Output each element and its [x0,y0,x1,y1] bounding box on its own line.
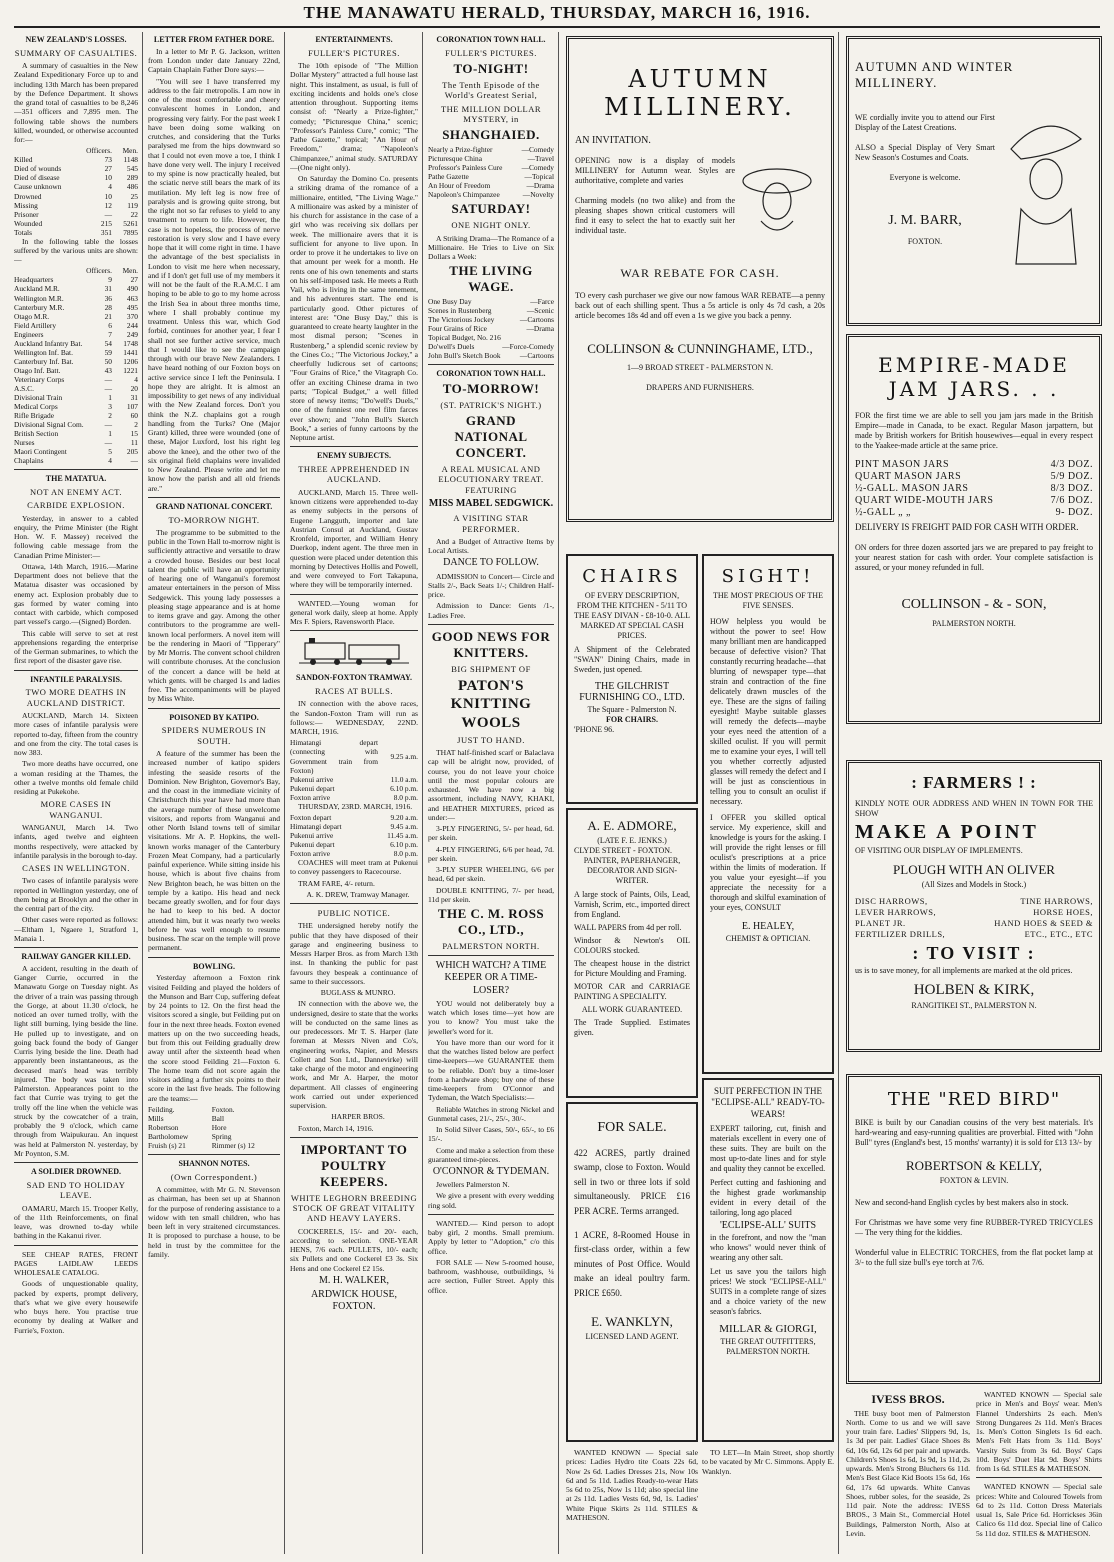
table-row: Missing 12 119 [14,200,138,210]
ad-text: The cheapest house in the district for Picture Moulding and Framing. [574,959,690,978]
ad-for-sale [566,1102,698,1442]
casualty-table: Officers. Men. Killed 73 1148 Died of wounds 27 545 Died of disease 10 289 Cause unknown 4 486 Drowned 10 25 Missing 12 119 Prisoner — 22 Wounded 215 5261 Totals 351 7895 [14,146,138,237]
table-row: Scenes in Rustenberg —Scenic [428,306,554,316]
article-text: THE undersigned hereby notify the public that they have disposed of their garage and engineering business to Messrs Harper Bros. as from March 13th inst. In thanking the public for past favours they bespeak a continuance of same to their successors. [290,921,418,986]
table-row: Foxton depart 9.20 a.m. [290,812,418,822]
article-text: Jewellers Palmerston N. [436,1180,510,1190]
table-row: Bartholomew Spring [148,1131,232,1141]
article-text: ADMISSION to Concert— Circle and Stalls 2/-, Back Seats 1/-; Children Half-price. [428,571,554,600]
article-text: WANGANUI, March 14. Two infants, aged twelve and eighteen months respectively, were attacked by infantile paralysis in the borough to-day. [14,823,138,860]
ad-subtitle: (LATE F. E. JENKS.) [597,836,667,845]
ad-text: (All Sizes and Models in Stock.) [921,880,1027,889]
table-row: Feilding. Foxton. [148,1104,235,1114]
signature: M. H. WALKER, [318,1274,390,1286]
article-text: "You will see I have transferred my address to the fair metropolis. I am now in one of the most comfortable and cheery convalescent homes in London, and progressing very fairly. For the past week I have been doing some walking on crutches, and considering that the Turks paralysed me from the hips downward so that I could not even move a toe, I think I have done very well. The injury I received to my spine is now practically healed, but the sciatic nerve still bears the mark of its mutilation. My left leg is now free of paralysis and is growing quite strong, but the right not so far refuses to yield to any treatment to return to life. However, the case is not hopeless, the process of nerve restoration is very slow and I have every hope that it will come right in time. I have the advantage of the best specialists in London to visit me here when necessary, and if I don't get full use of my members it will not be the fault of the R.A.M.C. I am hoping to be able to go to my home across the Irish Sea in about three months time, where I shall probably continue my treatment. Unless this war, which God forbid, continues for another year, I fear I shall not see further active service, much that I would like to see the campaign through with our brave New Zealanders. I have heard nothing of our Foxton boys on active service since I left the Peninsula. I hope they are alright. It is almost an impossibility to get news of any individual with the New Zealand forces. Don't you think the N.Z. chaplains got a rough handling from the Turks? One (Major Grant) killed, three were wounded (one of these, Major Luxford, lost his right leg above the knee), and the other two of the six original field chaplains were invalided to New Zealand. Please write and let me know how the parish and all old friends are." [148,76,280,493]
subhead: A REAL MUSICAL AND ELOCUTIONARY TREAT. FEATURING [438,463,544,495]
list-item: 3-PLY SUPER WHEELING, 6/6 per head, 6d per skein. [428,865,554,884]
article-text: SEE CHEAP RATES, FRONT PAGES LAIDLAW LEEDS WHOLESALE CATALOG. [14,1249,138,1278]
article-text: IN connection with the above races, the Sandon-Foxton Tram will run as follows:— WEDNESDAY, 22ND. MARCH, 1916. [290,699,418,737]
ad-text: OPENING now is a display of models MILLINERY for Autumn wear. Styles are authoritative, complete and varies [575,156,735,185]
article-text: THAT half-finished scarf or Balaclava cap will be alright now, provided, of course, you do not leave your choice until the most popular colours are exhausted. We have now a big assortment, including NAVY, KHAKI, and HEATHER MIXTURES, priced as under:— [428,748,554,822]
table-row: Himatangi depart (connecting with Government train from Foxton) 9.25 a.m. [290,738,418,775]
ad-text: WALL PAPERS from 4d per roll. [574,923,682,932]
table-row: One Busy Day —Farce [428,297,554,307]
classified-ad: WANTED KNOWN — Special sale prices: Ladies Hydro tite Coats 22s 6d, Now 2s 6d. Ladies Dresses 21s, Now 10s 6d and 5s 11d. Ladies Ready-to-wear Hats 5s 6d to 25s, Now 1s 11d; also special line at 2s 11d. Ladies Vests 6d, 9d, 1s. Ladies' White Pique Skirts 2s 11d. STILES & MATHESON. [566,1448,698,1522]
dance-banner: DANCE TO FOLLOW. [443,557,539,569]
article-text: In the following table the losses suffered by the various units are shown:— [14,236,138,265]
article-text: We give a present with every wedding ring sold. [428,1191,554,1210]
table-row-totals: Totals 351 7895 [14,227,138,237]
table-row: Otago Inf. Batt. 43 1221 [14,365,138,375]
list-item: PINT MASON JARS 4/3 DOZ. [855,459,1093,470]
subhead: (Own Correspondent.) [170,1171,258,1182]
ad-chairs [566,554,698,804]
firm-name: ROBERTSON & KELLY, [906,1158,1042,1173]
program-2 [428,297,554,360]
table-row: Himatangi depart 9.45 a.m. [290,821,418,831]
article-text: Reliable Watches in strong Nickel and Gunmetal cases, 21/-, 25/-, 30/-. [428,1104,554,1123]
article-text: Admission to Dance: Gents /1-, Ladies Free. [428,601,554,620]
list-item: DISC HARROWS, TINE HARROWS, [855,896,1093,906]
subhead: MORE CASES IN WANGANUI. [40,799,112,820]
subhead: TWO MORE DEATHS IN AUCKLAND DISTRICT. [25,687,127,708]
list-item: LEVER HARROWS, HORSE HOES, [855,907,1093,917]
ad-text: Perfect cutting and fashioning and the highest grade workmanship evident in every detail of the tailoring, long ago placed [710,1177,826,1217]
table-row: The Victorious Jockey —Cartoons [428,315,554,325]
ad-text: in the forefront, and now the "man who knows" would never think of wearing any other salt. [710,1232,826,1262]
article-text: COCKERELS, 15/- and 20/- each, according to selection. ONE-YEAR HENS, 7/6 each. PULLETS, 10/- each; six Pullets and one Cockerel £3 3s. Six Hens and one Cockerel £2 15s. [290,1226,418,1273]
ad-subtitle: WAR REBATE FOR CASH. [620,266,780,280]
article-text: A Striking Drama—The Romance of a Millionaire. He Tries to Live on Six Dollars a Week: [428,233,554,262]
concert-banner: GRAND NATIONAL CONCERT. [454,413,528,461]
subhead: BIG SHIPMENT OF [451,663,531,674]
ad-text: Let us save you the tailors high prices! We stock "ECLIPSE-ALL" SUITS in a complete range of sizes and a choice variety of the new season's fabrics. [710,1266,826,1316]
firm-address: CLYDE STREET - FOXTON. [574,846,673,855]
firm-trade: PAINTER, PAPERHANGER, DECORATOR AND SIGN-WRITER. [583,856,681,885]
subhead: A VISITING STAR PERFORMER. [453,513,529,534]
article-text: And a Budget of Attractive Items by Local Artists. [428,536,554,556]
classified-ad: TO LET—In Main Street, shop shortly to be vacated by Mr C. Simmons. Apply E. Wanklyn. [702,1448,834,1476]
ad-text: New and second-hand English cycles by best makers also in stock. [855,1198,1069,1207]
signature: HARPER BROS. [331,1112,385,1122]
subhead: PUBLIC NOTICE. [317,908,391,919]
list-item: QUART WIDE-MOUTH JARS 7/6 DOZ. [855,495,1093,506]
headline-paralysis: INFANTILE PARALYSIS. [30,674,122,684]
headline-shannon: SHANNON NOTES. [178,1158,250,1168]
ad-text: Windsor & Newton's OIL COLOURS stocked. [574,936,690,955]
ad-text: KINDLY NOTE OUR ADDRESS AND WHEN IN TOWN FOR THE SHOW [855,799,1093,818]
ad-text: ALSO a Special Display of Very Smart New Season's Costumes and Coats. [855,143,995,162]
article-text: A summary of casualties in the New Zealand Expeditionary Force up to and including 13th March has been prepared by the Defence Department. It shows the grand total of casualties to be 8,246—351 officers and 7,895 men. The following table shows the numbers killed, wounded, or otherwise accounted for:— [14,61,138,145]
article-text: IN connection with the above we, the undersigned, desire to state that the works will be conducted on the same lines as our predecessors. Mr T. S. Harper (late foreman at Messrs Niven and Co's, engineering works, Napier, and Messrs Collett and Son Ltd., Dannevirke) will take charge of the motor and engineering work, and Mr A. Harper, the motor department. All classes of engineering work carried out under experienced supervision. [290,999,418,1111]
table-row: Pathe Gazette —Topical [428,172,554,182]
subhead: (ST. PATRICK'S NIGHT.) [440,399,542,410]
signature: BUGLASS & MUNRO. [320,988,396,998]
bowling-teams [148,1105,280,1150]
table-row: Picturesque China —Travel [428,154,554,164]
list-item: ½-GALL „ „ 9- DOZ. [855,507,1093,518]
column-rule [838,32,839,1554]
subhead: SPIDERS NUMEROUS IN SOUTH. [161,725,267,746]
list-item: PLANET JR. HAND HOES & SEED & [855,918,1093,928]
tram-timetable-1 [290,738,418,801]
list-item: 3-PLY FINGERING, 5/- per head, 6d. per skein. [428,824,554,843]
subhead: RACES AT BULLS. [315,686,393,697]
table-row: Foxton arrive 8.0 p.m. [290,792,418,802]
table-row: Robertson Hore [148,1122,227,1132]
article-text: Foxton, March 14, 1916. [298,1123,374,1133]
patons-banner: PATON'S KNITTING WOOLS [450,677,532,731]
oconnor-firm: O'CONNOR & TYDEMAN. [432,1166,550,1178]
signature: A. K. DREW, Tramway Manager. [306,889,410,899]
table-row: Canterbury M.R. 28 495 [14,302,138,312]
units-table: Officers. Men. Headquarters 9 27 Auckland M.R. 31 490 Wellington M.R. 36 463 Canterbury M.R. 28 495 Otago M.R. 21 370 Field Artillery 6 244 Engineers 7 249 Auckland Infantry Bat. 54 1748 Wellington Inf. Bat. 59 1441 Canterbury Inf. Bat. 50 1206 Otago Inf. Batt. 43 1221 Veterinary Corps — 4 A.S.C. — 20 Divisional Train 1 31 Medical Corps 3 107 Rifle Brigade 2 60 Divisional Signal Com. — 2 British Section 1 15 Nurses — 11 Maori Contingent 5 205 Chaplains 4 — [14,266,138,466]
ad-text: TO every cash purchaser we give our now famous WAR REBATE—a penny back out of each shilling spent. Thus a 5s article is only 4s 7d cash, a 20s article becomes 18s 4d and off even a 1s we give you back a penny. [575,291,825,320]
article-text: THURSDAY, 23RD. MARCH, 1916. [298,801,413,811]
tram-timetable-2 [290,813,418,858]
ad-jam-jars [846,334,1102,724]
ad-title: AUTUMN MILLINERY. [604,65,796,121]
ad-text: ALL WORK GUARANTEED. [581,1005,683,1014]
poultry-headline: IMPORTANT TO POULTRY KEEPERS. [300,1141,408,1189]
classified-ad: WANTED.— Kind person to adopt baby girl, 2 months. Small premium. Apply by letter to "Adoption," c/o this office. [428,1218,554,1256]
lady-portrait-icon [1001,109,1091,269]
subhead: FULLER'S PICTURES. [308,47,400,58]
ad-title: EMPIRE-MADE JAM JARS. . . [878,353,1070,401]
subhead: CARBIDE EXPLOSION. [27,500,125,511]
table-row: Drowned 10 25 [14,191,138,201]
list-item: QUART MASON JARS 5/9 DOZ. [855,471,1093,482]
article-text: COACHES will meet tram at Pukenui to convey passengers to Racecourse. [290,858,418,877]
headline-coronation-2: CORONATION TOWN HALL. [436,369,546,379]
ad-text: 422 ACRES, partly drained swamp, close to Foxton. Would sell in two or three lots if sold simultaneously. PRICE £16 PER ACRE. Terms arranged. [574,1148,690,1216]
firm-trade: DRAPERS AND FURNISHERS. [646,383,754,392]
article-text: Two cases of infantile paralysis were reported in Wellington yesterday, one of them being at Brooklyn and the other in the central part of the city. [14,876,138,914]
ad-text: The Trade Supplied. Estimates given. [574,1018,690,1037]
ad-text: A large stock of Paints, Oils, Lead, Varnish, Scrim, etc., imported direct from England. [574,890,690,919]
living-wage-banner: THE LIVING WAGE. [449,263,533,295]
table-row: Died of wounds 27 545 [14,164,138,174]
table-row: Cause unknown 4 486 [14,182,138,192]
ad-admore [566,808,698,1098]
shanghaied-banner: SHANGHAIED. [442,127,540,143]
ad-sight [702,554,834,1074]
classified-to-let [702,1448,834,1556]
subhead: JUST TO HAND. [457,734,525,745]
table-row: Nearly a Prize-fighter —Comedy [428,145,554,155]
table-row: An Hour of Freedom —Drama [428,181,554,191]
article-text: In a letter to Mr P. G. Jackson, written from London under date January 22nd, Captain Chaplain Father Dore says:— [148,46,280,75]
headline-katipo: POISONED BY KATIPO. [169,712,259,722]
article-text: TRAM FARE, 4/- return. [298,878,375,888]
article-text: Other cases were reported as follows:—Eltham 1, Ngaere 1, Stratford 1, Manaia 1. [14,915,138,943]
table-row: A.S.C. — 20 [14,383,138,393]
subhead: THREE APPREHENDED IN AUCKLAND. [298,464,410,485]
subhead: FULLER'S PICTURES. [445,47,537,58]
table-row: Veterinary Corps — 4 [14,374,138,384]
table-row: Auckland M.R. 31 490 [14,284,138,294]
subhead: SAD END TO HOLIDAY LEAVE. [26,1179,126,1201]
headline-matatua: THE MATATUA. [45,474,107,484]
ad-title: CHAIRS [582,566,682,587]
ad-text: BIKE is built by our Canadian cousins of the very best materials. It's hard-wearing and easy-running qualities are proverbial. Fitted with "John Bull" tyres (England's best, 15 months' warranty) it is sold for £13 13/- by [855,1118,1093,1147]
classified-ad: WANTED KNOWN — Special sale price in Men's and Boys' wear. Men's Flannel Undershirts 2s each. Men's Strong Dungarees 2s 11d. Men's Braces 1s. Men's Cotton Singlets 1s 6d each. Men's Felt Hats from 3s 11d. Boys' Varsity Suits from 3s 6d. Boys' Caps 10d. Boys' Duet Hat 9d. Boys' Shirts from 1s 6d. STILES & MATHESON. [976,1390,1102,1473]
headline-father-dore: LETTER FROM FATHER DORE. [153,35,275,44]
headline-enemy-subjects: ENEMY SUBJECTS. [317,451,391,461]
firm-name: J. M. BARR, [888,213,962,228]
subhead: SUMMARY OF CASUALTIES. [14,47,138,58]
ad-autumn-millinery [566,36,834,522]
table-row: Do'well's Duels —Force-Comedy [428,342,554,352]
table-row: Prisoner — 22 [14,209,138,219]
ad-text: EXPERT tailoring, cut, finish and materials excellent in every one of these suits. They are built on the most up-to-date lines and for style and quality they cannot be excelled. [710,1123,826,1173]
price-list [855,459,1093,518]
article-text: Yesterday afternoon a Foxton rink visited Feilding and played the holders of the Munson and Barr Cup, suffering defeat by 24 points to 12. On the first head the visitors scored a single, but Feilding put on four in the next three heads. Foxton evened matters up on the two succeeding heads, but from this out Feilding gradually drew away until after the sixteenth head when the score stood Feilding 21—Foxton 6. The home team did not score again the visitors adding a further six points to their score in the last five heads. The following are the teams:— [148,973,280,1103]
firm-name: MILLAR & GIORGI, [719,1322,817,1335]
classified-wanted-1 [566,1448,698,1556]
ad-text: Wonderful value in ELECTRIC TORCHES, from the flat pocket lamp at 3/- to the full size bull's eye torch at 7/6. [855,1248,1093,1267]
article-text: Two more deaths have occurred, one a woman residing at the Thames, the other a twelve months old female child residing at Pukekohe. [14,759,138,797]
article-text: A accident, resulting in the death of Ganger Currie, occurred in the Manawatu Gorge on Tuesday night. As the driver of a train was passing through the Gorge, at about 11.30 o'clock, he noticed an over turned trolly, with the light still burning, lying beside the line. He pulled up to investigate, and on going back found the body of Ganger Curris lying beside the line. Death had apparently been instantaneous, as the deceased man's head was terribly injured. The body was taken into Palmerston. Appearances point to the fact that Currie was trying to get the trolly off the line when the vehicle was struck by the cowcatcher of a train, probably the 9 o'clock, which came through from Waipukurau. An inquest was held at Palmerston N. yesterday, by Mr Poynton, S.M. [14,963,138,1158]
table-row: Killed 73 1148 [14,155,138,165]
ad-title: SIGHT! [721,566,815,587]
ad-text: Everyone is welcome. [889,173,961,182]
table-row: Pukenui arrive 11.0 a.m. [290,774,418,784]
firm-trade: CHEMIST & OPTICIAN. [725,934,811,943]
ad-text: FOR CHAIRS. [605,715,658,724]
ad-red-bird [846,1074,1102,1384]
table-row: Headquarters 9 27 [14,275,138,285]
headline-soldier: A SOLDIER DROWNED. [30,1167,121,1177]
article-text: On Saturday the Domino Co. presents a striking drama of the romance of a millionaire, entitled, "The Living Wage." A millionaire was asked by a minister of his church for assistance in the case of a girl who was receiving six dollars per week. The millionaire avers that it is sufficient for anyone to live upon. In order to prove it he undertakes to live on that amount per week for a month. He rents one of his own tenements and starts on his self-imposed task. He meets a Ruth Vail, who is living in the same tenement, and his adventures start. The end is particularly good. Other pictures of interest are: "One Busy Day," this is guaranteed to create hearty laughter in the most dismal person; "Scenes in Rustenberg," a splendid scenic review by the Cines Co.; "The Victorious Jockey," a cheerfully ludicrous set of cartoons; "Four Grains of Rice," the Vitagraph Co. offer an exciting Chinese drama in two parts; "Topical Budget," a well filled store of newsy items; "Do'well's Duels," one of the funniest one reel film farces ever shown; and "John Bull's Sketch Book," a series of funny cartoons by the Neptune artist. [290,174,418,443]
ad-title: AUTUMN AND WINTER MILLINERY. [855,59,1014,90]
table-row: Four Grains of Rice —Drama [428,324,554,334]
watch-headline: WHICH WATCH? A TIME KEEPER OR A TIME-LOSER? [435,960,547,996]
list-item: DOUBLE KNITTING, 7/- per head, 11d per skein. [428,885,554,904]
table-row: Professor's Painless Cure —Comedy [428,163,554,173]
article-text: In Solid Silver Cases, 50/-, 65/-, to £6 15/-. [428,1125,554,1144]
headline-ganger: RAILWAY GANGER KILLED. [21,952,131,962]
column-news-3 [290,32,418,1554]
ross-firm: THE C. M. ROSS CO., LTD., [437,906,545,938]
list-item: ½-GALL. MASON JARS 8/3 DOZ. [855,483,1093,494]
article-text: The 10th episode of "The Million Dollar Mystery" attracted a full house last night. This instalment, as usual, is full of exciting incidents and holds one's close attention throughout. Supporting items consist of: "Nearly a Prize-fighter," comedy; "Picturesque China," scenic; "Professor's Painless Cure," comic; "The Pathe Gazette," topical; "An Hour of Freedom," drama; "Napoleon's Chimpanzee," animal study. SATURDAY—(One night only). [290,61,418,172]
firm-address: PALMERSTON NORTH. [932,619,1016,629]
ad-title: THE "RED BIRD" [887,1089,1061,1110]
ad-text: THE busy boot men of Palmerston North. Come to us and we will save your train fare. Ladies' Slippers 9d, 1s, 1s 3d per pair. Ladies' Glace Shoes 8s 6d, 10s 6d, 12s 6d per pair and upwards. Children's Shoes 1s 6d, 1s 9d, 1s 11d, 2s upwards. Men's Strong Bluchers 6s 11d. Men's Best Glace Kid Boots 15s 6d, 16s 6d, 17s 6d upwards. White Canvas Shoes, rubber soles, for the seaside, 2s 11d pair. Note the address: IVESS BROS., 3 Main St., Commercial Hotel Buildings, Palmerston North, Also at Levin. [846,1408,970,1538]
ad-subtitle: AN INVITATION. [575,135,651,146]
article-text: AUCKLAND, March 15. Three well-known citizens were apprehended to-day as enemy subjects in the persons of Eugene Langguth, importer and late Austrian Consul at Auckland, Gustav Kronfeld, importer, and William Henry Duerkop, indent agent. The three men in question were placed under detention this morning by Detectives Hollis and Powell, and were conveyed to Fort Takapuna, where they will be temporarily interned. [290,487,418,590]
table-row: Chaplains 4 — [14,456,138,466]
table-row: British Section 1 15 [14,428,138,438]
ad-text: MOTOR CAR and CARRIAGE PAINTING A SPECIALITY. [574,982,690,1001]
list-item: 4-PLY FINGERING, 6/6 per head, 7d. per skein. [428,844,554,863]
table-row: Wounded 215 5261 [14,218,138,228]
article-text: The programme to be submitted to the public in the Town Hall to-morrow night is sufficiently attractive and versatile to draw a crowded house. Besides our best local talent the public will have an opportunity of hearing one of Wanganui's foremost amateur entertainers in the person of Miss Sedgewick. This young lady possesses a pleasing stage appearance and is at home to items grave and gay. Among the other contributors to the programme are well-known local performers. A novel item will be the rendering in Maori of "Tipperary" by Mr Morris. The convent school children will contribute choruses. At the conclusion of the concert a dance will be held at which gents. will be charged 1s and ladies free. The accompaniments will be played by Miss White. [148,527,280,704]
column-rule [422,32,423,1554]
table-row: Medical Corps 3 107 [14,401,138,411]
ad-text: ON orders for three dozen assorted jars we are prepared to pay freight to your nearest station for cash with order. Your complete satisfaction is assured, or your money refunded in full. [855,543,1093,573]
classified-ad: WANTED KNOWN — Special sale prices: White and Coloured Towels from 6d to 2s 11d. Cotton Dress Materials usual 1s, Sale Price 6d. Horrickses 36in Calico 6s 11d doz. Special line of Calico 5s 11d doz. STILES & MATHESON. [976,1482,1102,1538]
table-row: Auckland Infantry Bat. 54 1748 [14,338,138,348]
table-row: Maori Contingent 5 205 [14,447,138,457]
table-row: John Bull's Sketch Book —Cartoons [428,351,554,361]
article-text: YOU would not deliberately buy a watch which loses time—yet how are you to know? You must take the jeweller's word for it. [428,998,554,1036]
firm-address: 1—9 BROAD STREET - PALMERSTON N. [626,363,774,372]
headline-coronation: CORONATION TOWN HALL. [436,35,546,44]
firm-name: A. E. ADMORE, [587,818,677,833]
signature: ARDWICK HOUSE, FOXTON. [310,1289,398,1313]
ad-text: 1 ACRE, 8-Roomed House in first-class order, within a few minutes of Post Office. Would make an ideal poultry farm. PRICE £650. [574,1229,690,1298]
column-news-2 [148,32,280,1554]
ad-subtitle: 'ECLIPSE-ALL' SUITS [719,1219,817,1231]
table-row: Died of disease 10 289 [14,173,138,183]
table-row: Canterbury Inf. Bat. 50 1206 [14,356,138,366]
table-row: Pukenui depart 6.10 p.m. [290,783,418,793]
classified-ad: FOR SALE — New 5-roomed house, bathroom, washhouse, outbuildings, ¼ acre section, Fuller Street. Apply this office. [428,1257,554,1295]
ad-text: Charming models (no two alike) and from the pleasing shapes shown critical customers will find it easy to select the hat to exactly suit her individual taste. [575,196,735,235]
column-rule [558,32,559,1554]
headline-concert: GRAND NATIONAL CONCERT. [155,501,273,511]
ad-title: : FARMERS ! : [911,773,1037,792]
table-row: Field Artillery 6 244 [14,320,138,330]
firm-name: COLLINSON & CUNNINGHAME, LTD., [587,341,813,356]
classified-ad: WANTED.—Young woman for general work daily, sleep at home. Apply Mrs F. Spiers, Ravensworth Place. [290,598,418,627]
firm-address: PALMERSTON NORTH. [726,1346,810,1356]
ad-text: OF EVERY DESCRIPTION, FROM THE KITCHEN - 5/11 TO THE EASY DIVAN - £8-10-0. ALL MARKED AT SPECIAL CASH PRICES. [574,591,690,640]
firm-address: RANGITIKEI ST., PALMERSTON N. [911,1001,1037,1010]
classified-wanted-2 [976,1390,1102,1556]
firm-name: COLLINSON - & - SON, [901,597,1047,613]
table-row: Divisional Train 1 31 [14,392,138,402]
subhead: The Tenth Episode of the World's Greatest Serial, [442,79,540,101]
saturday-banner: SATURDAY! [451,201,531,217]
table-row: Otago M.R. 21 370 [14,311,138,321]
headline-nz-losses: NEW ZEALAND'S LOSSES. [25,35,127,44]
ad-subtitle: THE MOST PRECIOUS OF THE FIVE SENSES. [713,591,823,610]
firm-address: The Square - Palmerston N. [587,705,677,714]
column-rule [284,32,285,1554]
article-text: Goods of unquestionable quality, packed by experts, prompt delivery, that's what we give every housewife who buys here. You practise true economy by dealing at Walker and Furrie's, Foxton. [14,1279,138,1335]
table-row: Mills Ball [148,1113,225,1123]
ad-autumn-winter-millinery [846,36,1102,326]
table-row: Fruish (s) 21 Rimmer (s) 12 [148,1140,255,1150]
tomorrow-banner: TO-MORROW! [442,381,540,397]
firm-name: THE GILCHRIST FURNISHING CO., LTD. [579,681,685,703]
table-row: Nurses — 11 [14,438,138,448]
headline-entertainments: ENTERTAINMENTS. [315,35,393,44]
article-text: Come and make a selection from these guaranteed time-pieces. [428,1145,554,1164]
firm-name: E. WANKLYN, [591,1313,673,1329]
implements-list [855,896,1093,939]
article-text: A committee, with Mr G. N. Stevenson as chairman, has been set up at Shannon for the purpose of rendering assistance to a widow with ten small children, who has been left in very straitened circumstances. It is proposed to purchase a house, to be held in trust by the committee for the family. [148,1185,280,1259]
firm-trade: LICENSED LAND AGENT. [585,1331,679,1341]
performer-name: MISS MABEL SEDGWICK. [428,497,554,509]
subhead: PALMERSTON NORTH. [442,940,540,951]
article-text: This cable will serve to set at rest apprehensions regarding the enterprise of the German submarines, to which the first report of the disaster gave rise. [14,628,138,666]
table-row: Wellington M.R. 36 463 [14,293,138,303]
subhead: TO-MORROW NIGHT. [168,514,260,525]
firm-name: E. HEALEY, [741,921,795,932]
ad-farmers [846,760,1102,1052]
article-text: AUCKLAND, March 14. Sixteen more cases of infantile paralysis were reported to-day, fifteen from the country and one from the city. The total cases is now 383. [14,711,138,758]
lady-portrait-icon [737,159,817,239]
table-row: Pukenui arrive 11.45 a.m. [290,830,418,840]
table-row: Pukenui depart 6.10 p.m. [290,840,418,849]
subhead: CASES IN WELLINGTON. [22,863,130,874]
tram-illustration-icon [299,635,409,669]
ad-subtitle: MAKE A POINT [855,821,1039,843]
ad-text: A Shipment of the Celebrated "SWAN" Dining Chairs, made in Sweden, just opened. [574,645,690,674]
masthead-rule [14,26,1100,28]
article-text: You have more than our word for it that the watches listed below are perfect time-keepers—we GUARANTEE them to be reliable. Don't buy a time-loser from a hardware shop; buy one of these time-keepers from O'Connor and Tydeman, the Watch Specialists:— [428,1037,554,1103]
ad-text: For Christmas we have some very fine RUBBER-TYRED TRICYCLES — The very thing for the kiddies. [855,1218,1093,1237]
ad-eclipse-all [702,1078,834,1442]
firm-name: HOLBEN & KIRK, [913,982,1035,998]
tonight-banner: TO-NIGHT! [453,61,529,77]
ad-text: DELIVERY IS FREIGHT PAID FOR CASH WITH ORDER. [855,522,1079,532]
ad-text: us is to save money, for all implements are marked at the old prices. [855,966,1073,975]
ad-text: I OFFER you skilled optical service. My experience, skill and knowledge is yours for the asking. I will provide the right lenses or fill oculist's prescriptions at a price within the limits of moderation. If you value your eyesight—if you appreciate the necessity for a thorough and skilful examination of your eyes, CONSULT [710,813,826,912]
subhead: NOT AN ENEMY ACT. [30,486,122,497]
article-text: Yesterday, in answer to a cabled enquiry, the Prime Minister (the Right Hon. W. F. Massey) received the following cable message from the Canadian Prime Minister:— [14,513,138,560]
table-row: Divisional Signal Com. — 2 [14,419,138,429]
knitters-banner: GOOD NEWS FOR KNITTERS. [431,628,551,660]
table-row: Foxton arrive 8.0 p.m. [290,849,418,859]
list-item: FERTILIZER DRILLS, ETC., ETC., ETC [855,929,1093,939]
column-rule [142,32,143,1554]
article-text: OAMARU, March 15. Trooper Kelly, of the 11th Reinforcements, on final leave, was drowned to-day while bathing in the Kakanui river. [14,1203,138,1241]
table-row: Napoleon's Chimpanzee —Novelty [428,190,554,200]
phone: 'PHONE 96. [574,725,615,734]
masthead: THE MANAWATU HERALD, THURSDAY, MARCH 16, 1916. [303,3,811,22]
ad-title: SUIT PERFECTION IN THE "ECLIPSE-ALL" READY-TO-WEARS! [711,1086,825,1119]
table-row: Rifle Brigade 2 60 [14,410,138,420]
tram-title: SANDON-FOXTON TRAMWAY. [295,673,413,683]
ad-text: WE cordially invite you to attend our First Display of the Latest Creations. [855,113,995,132]
table-row: Wellington Inf. Bat. 59 1441 [14,347,138,357]
firm-address: FOXTON. [907,237,943,246]
ad-text: OF VISITING OUR DISPLAY OF IMPLEMENTS. [855,846,1023,855]
ad-text: FOR the first time we are able to sell you jam jars made in the British Empire—made in Canada, to be exact. Regular Mason jarpattern, but made by British workers for British housewives—equal in every respect to the Yaakee-made article at the same price. [855,411,1093,450]
firm-trade: THE GREAT OUTFITTERS, [720,1336,816,1346]
subhead: ONE NIGHT ONLY. [451,220,531,231]
table-row: Engineers 7 249 [14,329,138,339]
headline-bowling: BOWLING. [192,961,235,971]
article-text: A feature of the summer has been the increased number of katipo spiders infesting the seaside resorts of the Dominion. New Brighton, Governor's Bay, and the coast in the immediate vicinity of Christchurch this year have had more than the average number of these unwelcome visitors, and reports from Wanganui and other North Island towns tell of similar visitations. Mr A. P. Hopkins, the well-known works manager of the Canterbury Frozen Meat Company, had a particularly painful experience. While sitting inside his house, which is about five chains from New Brighton beach, he was bitten on the temple by a katipo. His head and neck became greatly swollen, and for four days he had to keep to his bed. A doctor attended him, but it was nearly two weeks before he was well enough to resume business. The scar on the temple will prove permanent. [148,749,280,953]
ad-subtitle: : TO VISIT : [912,943,1036,963]
ad-title: FOR SALE. [597,1120,667,1135]
ad-ivess-bros [846,1390,970,1556]
ad-subtitle: PLOUGH WITH AN OLIVER [893,862,1055,877]
column-news-1 [14,32,138,1554]
table-row: Topical Budget, No. 216 [428,333,501,343]
ad-text: HOW helpless you would be without the power to see! How many brilliant men are handicapped because of defective vision? That constantly recurring headache—that blurring of newspaper type—that strain and contraction of the fine delicately drawn muscles of the eye. These are the signs of failing eyesight! Maybe suitable glasses will remedy the defects—maybe your eyes need the attention of a skilled oculist. If you will permit me to examine your eyes, I will tell you whether correctly adjusted glasses will remedy the defect and I will be just as conscientious in telling you to consult an oculist if necessary. [710,617,826,806]
firm-address: FOXTON & LEVIN. [939,1176,1009,1185]
subhead: THE MILLION DOLLAR MYSTERY, in [440,103,542,125]
program-1 [428,145,554,199]
column-ads-4 [428,32,554,1554]
firm-name: IVESS BROS. [871,1392,945,1406]
subhead: WHITE LEGHORN BREEDING STOCK OF GREAT VITALITY AND HEAVY LAYERS. [290,1192,418,1224]
article-text: Ottawa, 14th March, 1916.—Marine Department does not believe that the Matatua disaster was occasioned by enemy act. Explosion probably due to gas formed by water coming into contact with carbide, which composed part vessel's cargo.—(Signed) Borden. [14,561,138,627]
